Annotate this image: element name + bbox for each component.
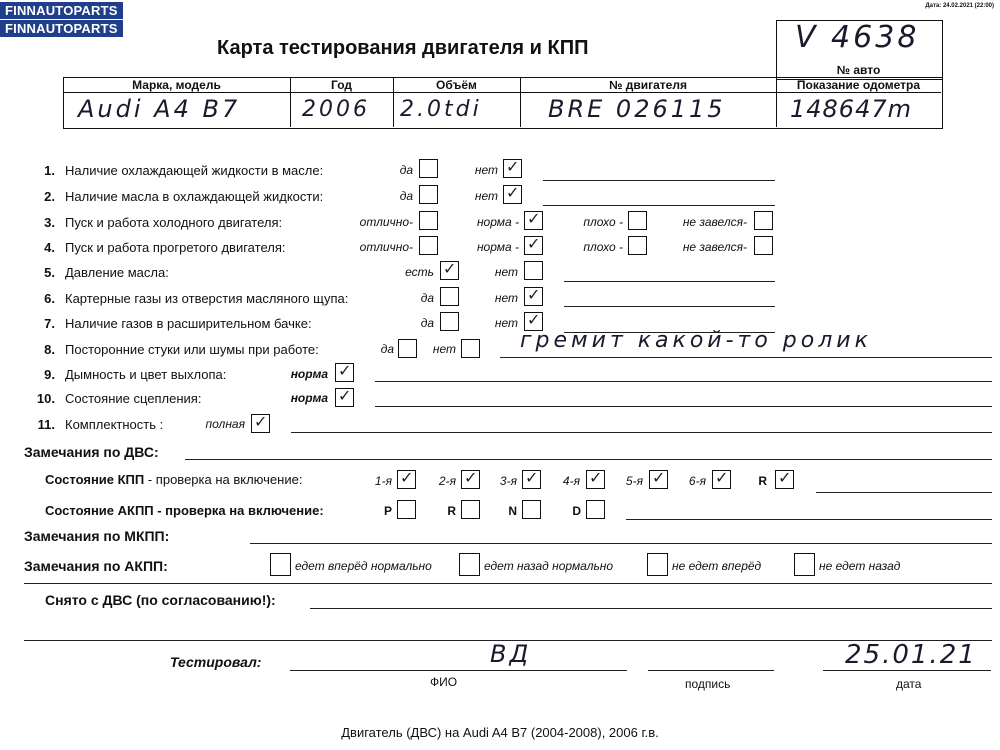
q1-text: Наличие охлаждающей жидкости в масле:	[65, 163, 324, 178]
q9-text: Дымность и цвет выхлопа:	[65, 367, 227, 382]
akpp-no-backward-checkbox[interactable]	[794, 553, 815, 576]
q2-opt-net: нет	[474, 189, 498, 203]
q3-opt-bad: плохо -	[583, 215, 623, 229]
akpp-gear-d: D	[572, 504, 581, 518]
q3-text: Пуск и работа холодного двигателя:	[65, 215, 283, 230]
q3-checkbox-bad[interactable]	[628, 211, 647, 230]
kpp-checkbox-r[interactable]	[775, 470, 794, 489]
q5-checkbox-no[interactable]	[524, 261, 543, 280]
kpp-gear-1: 1-я	[374, 474, 392, 488]
check-mark-icon: ✓	[652, 468, 666, 487]
akpp-backward-ok-checkbox[interactable]	[459, 553, 480, 576]
header-odometer: Показание одометра	[796, 78, 921, 92]
q6-opt-net: нет	[494, 291, 518, 305]
q8-checkbox-net[interactable]	[461, 339, 480, 358]
q9-checkbox-normal[interactable]	[335, 363, 354, 382]
kpp-gear-6: 6-я	[688, 474, 706, 488]
q8-number: 8.	[44, 342, 55, 357]
akpp-no-backward-label: не едет назад	[819, 559, 901, 573]
check-mark-icon: ✓	[778, 468, 792, 487]
akpp-checkbox-n[interactable]	[522, 500, 541, 519]
kpp-gear-5: 5-я	[625, 474, 643, 488]
value-odometer: 148647m	[790, 95, 912, 123]
q5-opt-no: нет	[494, 265, 518, 279]
q10-checkbox-normal[interactable]	[335, 388, 354, 407]
q5-checkbox-yes[interactable]	[440, 261, 459, 280]
q3-checkbox-normal[interactable]	[524, 211, 543, 230]
value-year: 2006	[302, 97, 370, 122]
check-mark-icon: ✓	[338, 386, 352, 405]
kpp-checkbox-3[interactable]	[522, 470, 541, 489]
akpp-checkbox-d[interactable]	[586, 500, 605, 519]
q1-opt-net: нет	[474, 163, 498, 177]
q2-checkbox-da[interactable]	[419, 185, 438, 204]
q8-note: гремит какой-то ролик	[520, 328, 872, 353]
q4-opt-bad: плохо -	[583, 240, 623, 254]
q6-text: Картерные газы из отверстия масляного щупа:	[65, 291, 349, 306]
q10-text: Состояние сцепления:	[65, 391, 202, 406]
akpp-checkbox-r[interactable]	[461, 500, 480, 519]
check-mark-icon: ✓	[506, 157, 520, 176]
q8-text: Посторонние стуки или шумы при работе:	[65, 342, 319, 357]
q4-opt-no-start: не завелся-	[682, 240, 747, 254]
tested-label: Тестировал:	[170, 654, 262, 670]
kpp-checkbox-5[interactable]	[649, 470, 668, 489]
remarks-akpp-label: Замечания по АКПП:	[24, 558, 168, 574]
q11-text: Комплектность :	[65, 417, 164, 432]
watermark-1: FINNAUTOPARTS	[0, 2, 123, 19]
akpp-no-forward-label: не едет вперёд	[672, 559, 762, 573]
check-mark-icon: ✓	[527, 285, 541, 304]
q11-number: 11.	[37, 417, 55, 432]
fio-value: ВД	[490, 640, 532, 668]
akpp-checkbox-p[interactable]	[397, 500, 416, 519]
q8-opt-da: да	[380, 342, 394, 356]
q3-number: 3.	[44, 215, 55, 230]
q3-opt-excellent: отлично-	[359, 215, 413, 229]
q4-opt-normal: норма -	[476, 240, 519, 254]
q11-checkbox-full[interactable]	[251, 414, 270, 433]
akpp-forward-ok-checkbox[interactable]	[270, 553, 291, 576]
q7-opt-net: нет	[494, 316, 518, 330]
q7-number: 7.	[44, 316, 55, 331]
check-mark-icon: ✓	[443, 259, 457, 278]
kpp-suffix: - проверка на включение:	[144, 472, 303, 487]
kpp-checkbox-6[interactable]	[712, 470, 731, 489]
q3-opt-normal: норма -	[476, 215, 519, 229]
value-make: Audi A4 B7	[78, 95, 241, 123]
akpp-label: Состояние АКПП - проверка на включение:	[45, 503, 324, 518]
kpp-gear-4: 4-я	[562, 474, 580, 488]
kpp-checkbox-2[interactable]	[461, 470, 480, 489]
page-title: Карта тестирования двигателя и КПП	[217, 37, 589, 59]
check-mark-icon: ✓	[254, 412, 268, 431]
q3-opt-no-start: не завелся-	[682, 215, 747, 229]
q6-checkbox-da[interactable]	[440, 287, 459, 306]
header-make: Марка, модель	[132, 78, 221, 92]
q8-checkbox-da[interactable]	[398, 339, 417, 358]
q4-checkbox-excellent[interactable]	[419, 236, 438, 255]
q6-checkbox-net[interactable]	[524, 287, 543, 306]
q3-checkbox-excellent[interactable]	[419, 211, 438, 230]
kpp-checkbox-1[interactable]	[397, 470, 416, 489]
kpp-gear-3: 3-я	[499, 474, 517, 488]
check-mark-icon: ✓	[527, 209, 541, 228]
q2-text: Наличие масла в охлаждающей жидкости:	[65, 189, 324, 204]
q4-checkbox-normal[interactable]	[524, 236, 543, 255]
kpp-gear-r: R	[758, 474, 767, 488]
q11-opt-full: полная	[205, 417, 245, 431]
header-engine-no: № двигателя	[609, 78, 687, 92]
date-value: 25.01.21	[845, 640, 977, 670]
q2-opt-da: да	[399, 189, 413, 203]
q1-checkbox-net[interactable]	[503, 159, 522, 178]
q7-text: Наличие газов в расширительном бачке:	[65, 316, 312, 331]
q10-number: 10.	[36, 391, 55, 406]
auto-number-value: V 4638	[795, 20, 920, 55]
q1-checkbox-da[interactable]	[419, 159, 438, 178]
q4-opt-excellent: отлично-	[359, 240, 413, 254]
check-mark-icon: ✓	[400, 468, 414, 487]
akpp-gear-n: N	[508, 504, 517, 518]
q8-opt-net: нет	[432, 342, 456, 356]
q5-opt-yes: есть	[405, 265, 434, 279]
q5-text: Давление масла:	[65, 265, 169, 280]
q2-number: 2.	[44, 189, 55, 204]
akpp-forward-ok-label: едет вперёд нормально	[295, 559, 432, 573]
q10-opt-normal: норма	[290, 391, 328, 405]
check-mark-icon: ✓	[527, 310, 541, 329]
date-stamp: Дата: 24.02.2021 (22:00)	[925, 3, 994, 9]
remarks-ice-label: Замечания по ДВС:	[24, 444, 159, 460]
check-mark-icon: ✓	[715, 468, 729, 487]
q4-number: 4.	[44, 240, 55, 255]
q6-number: 6.	[44, 291, 55, 306]
kpp-checkbox-4[interactable]	[586, 470, 605, 489]
akpp-backward-ok-label: едет назад нормально	[484, 559, 614, 573]
remarks-mkpp-label: Замечания по МКПП:	[24, 528, 170, 544]
q4-text: Пуск и работа прогретого двигателя:	[65, 240, 286, 255]
fio-label: ФИО	[430, 675, 458, 689]
check-mark-icon: ✓	[506, 183, 520, 202]
removed-label: Снято с ДВС (по согласованию!):	[45, 592, 276, 608]
q5-number: 5.	[44, 265, 55, 280]
check-mark-icon: ✓	[525, 468, 539, 487]
akpp-no-forward-checkbox[interactable]	[647, 553, 668, 576]
q4-checkbox-bad[interactable]	[628, 236, 647, 255]
signature-label: подпись	[685, 677, 731, 691]
check-mark-icon: ✓	[338, 361, 352, 380]
watermark-2: FINNAUTOPARTS	[0, 20, 123, 37]
header-year: Год	[331, 78, 352, 92]
kpp-label: Состояние КПП	[45, 472, 145, 487]
q6-opt-da: да	[420, 291, 434, 305]
header-volume: Объём	[436, 78, 477, 92]
value-volume: 2.0tdi	[400, 97, 482, 122]
q3-checkbox-no-start[interactable]	[754, 211, 773, 230]
value-engine-no: BRE 026115	[548, 95, 726, 123]
q9-opt-normal: норма	[290, 367, 328, 381]
akpp-gear-r: R	[447, 504, 456, 518]
q2-checkbox-net[interactable]	[503, 185, 522, 204]
auto-number-label: № авто	[836, 63, 881, 77]
check-mark-icon: ✓	[527, 234, 541, 253]
q1-number: 1.	[44, 163, 55, 178]
date-label: дата	[896, 677, 922, 691]
q9-number: 9.	[44, 367, 55, 382]
akpp-gear-p: P	[383, 504, 392, 518]
kpp-gear-2: 2-я	[438, 474, 456, 488]
q7-checkbox-da[interactable]	[440, 312, 459, 331]
q7-opt-da: да	[420, 316, 434, 330]
q1-opt-da: да	[399, 163, 413, 177]
check-mark-icon: ✓	[464, 468, 478, 487]
q4-checkbox-no-start[interactable]	[754, 236, 773, 255]
check-mark-icon: ✓	[589, 468, 603, 487]
caption: Двигатель (ДВС) на Audi A4 B7 (2004-2008), 2006 г.в.	[341, 725, 659, 740]
